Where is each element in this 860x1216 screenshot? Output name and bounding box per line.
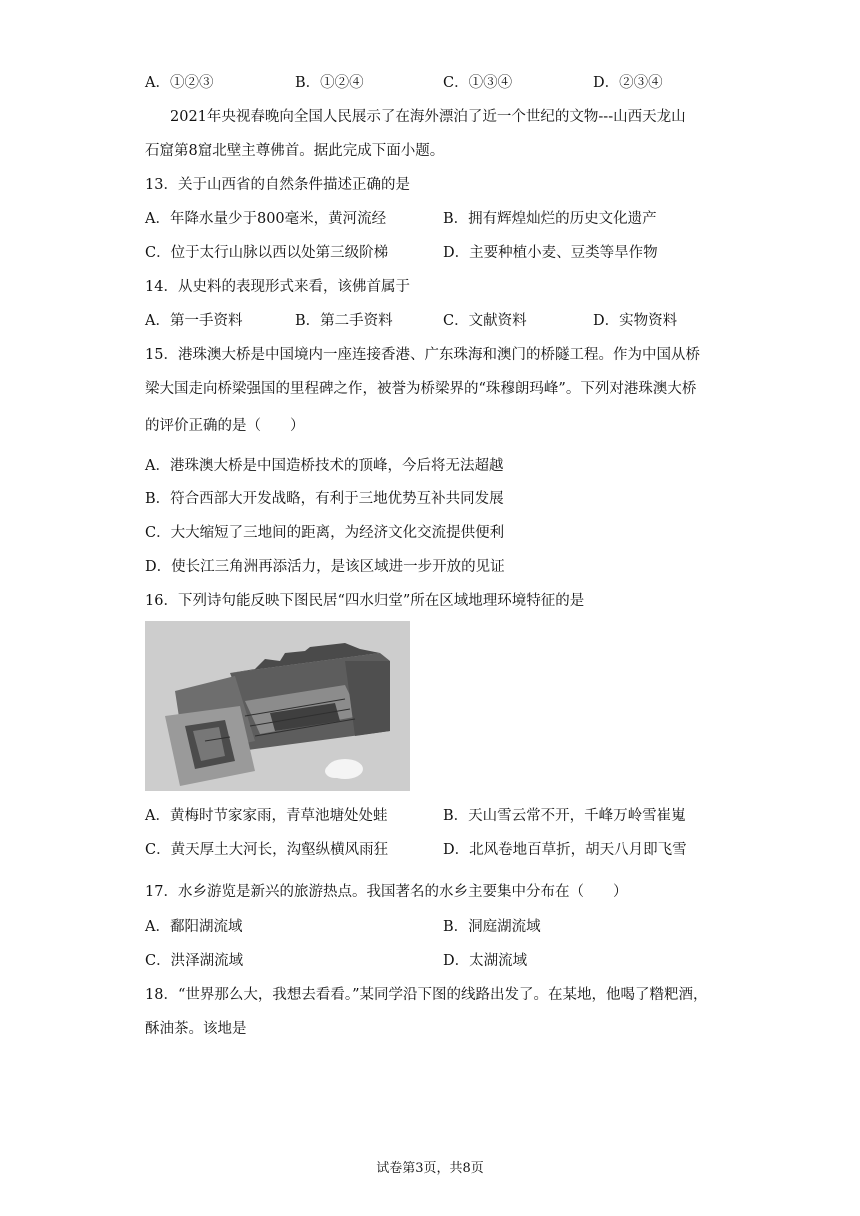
- q15-option-d: D．使长江三角洲再添活力，是该区域进一步开放的见证: [145, 559, 505, 575]
- q14-option-c: C．文献资料: [443, 313, 527, 329]
- q17-option-b: B．洞庭湖流域: [443, 919, 541, 935]
- q12-option-d: D．②③④: [593, 75, 663, 91]
- intro-line-2: 石窟第8窟北壁主尊佛首。据此完成下面小题。: [145, 143, 445, 159]
- q13-stem: 13．关于山西省的自然条件描述正确的是: [145, 177, 410, 193]
- q17-option-d: D．太湖流域: [443, 953, 528, 969]
- q16-option-b: B．天山雪云常不开，千峰万岭雪崔嵬: [443, 808, 686, 824]
- q15-stem-line-1: 15．港珠澳大桥是中国境内一座连接香港、广东珠海和澳门的桥隧工程。作为中国从桥: [145, 347, 700, 363]
- q15-option-c: C．大大缩短了三地间的距离，为经济文化交流提供便利: [145, 525, 505, 541]
- q16-option-a: A．黄梅时节家家雨，青草池塘处处蛙: [145, 808, 388, 824]
- q15-option-b: B．符合西部大开发战略，有利于三地优势互补共同发展: [145, 491, 504, 507]
- q14-option-d: D．实物资料: [593, 313, 678, 329]
- page-footer: 试卷第3页，共8页: [376, 1161, 484, 1176]
- q13-option-a: A．年降水量少于800毫米，黄河流经: [145, 211, 387, 227]
- q15-option-a: A．港珠澳大桥是中国造桥技术的顶峰，今后将无法超越: [145, 458, 504, 474]
- q14-option-a: A．第一手资料: [145, 313, 243, 329]
- q15-stem-line-2: 梁大国走向桥梁强国的里程碑之作，被誉为桥梁界的“珠穆朗玛峰”。下列对港珠澳大桥: [145, 381, 697, 397]
- q17-option-a: A．鄱阳湖流域: [145, 919, 243, 935]
- q13-option-c: C．位于太行山脉以西以处第三级阶梯: [145, 245, 389, 261]
- q16-option-d: D．北风卷地百草折，胡天八月即飞雪: [443, 842, 687, 858]
- q12-option-c: C．①③④: [443, 75, 513, 91]
- q14-stem: 14．从史料的表现形式来看，该佛首属于: [145, 279, 410, 295]
- q16-option-c: C．黄天厚土大河长，沟壑纵横风雨狂: [145, 842, 389, 858]
- q18-stem-line-2: 酥油茶。该地是: [145, 1021, 247, 1037]
- q16-stem: 16．下列诗句能反映下图民居“四水归堂”所在区域地理环境特征的是: [145, 593, 585, 609]
- q12-option-a: A．①②③: [145, 75, 214, 91]
- intro-line-1: 2021年央视春晚向全国人民展示了在海外漂泊了近一个世纪的文物---山西天龙山: [170, 109, 686, 125]
- q18-stem-line-1: 18．“世界那么大，我想去看看。”某同学沿下图的线路出发了。在某地，他喝了糌粑酒，: [145, 987, 708, 1003]
- q12-option-b: B．①②④: [295, 75, 364, 91]
- four-waters-house-illustration: [145, 621, 410, 791]
- q13-option-b: B．拥有辉煌灿烂的历史文化遗产: [443, 211, 657, 227]
- q13-option-d: D．主要种植小麦、豆类等旱作物: [443, 245, 658, 261]
- courtyard-house-figure: [145, 621, 410, 791]
- q14-option-b: B．第二手资料: [295, 313, 393, 329]
- q15-stem-line-3: 的评价正确的是（ ）: [145, 418, 305, 434]
- q17-option-c: C．洪泽湖流域: [145, 953, 244, 969]
- q17-stem: 17．水乡游览是新兴的旅游热点。我国著名的水乡主要集中分布在（ ）: [145, 884, 628, 900]
